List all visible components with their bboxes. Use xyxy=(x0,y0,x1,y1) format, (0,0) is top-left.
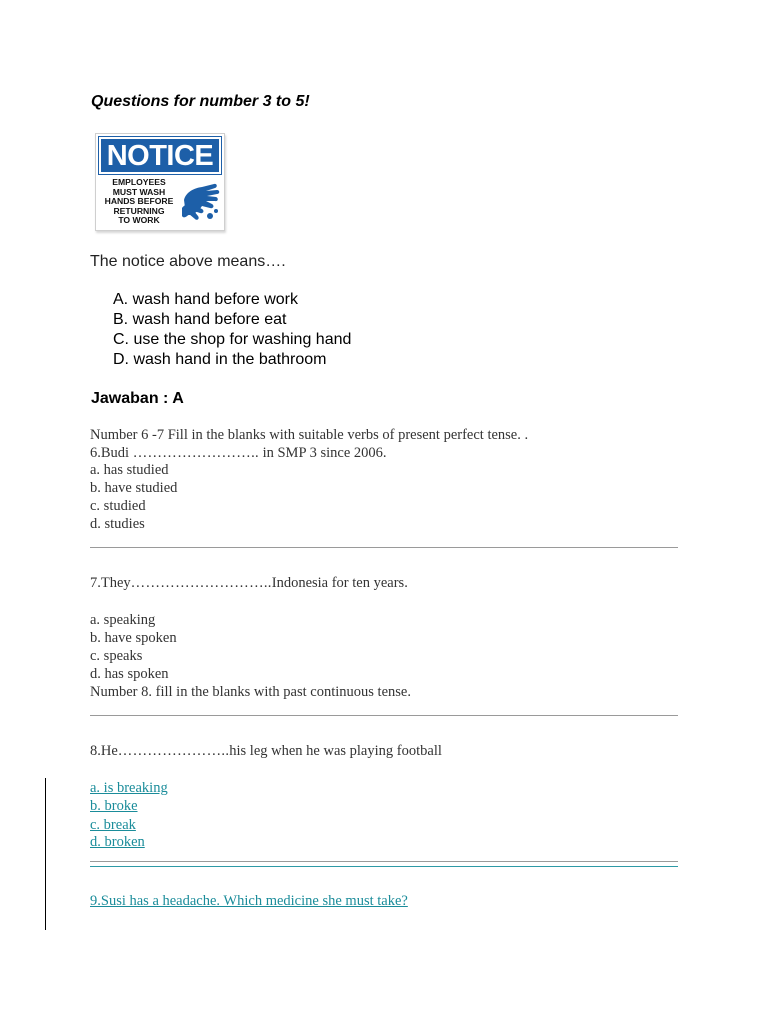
q7-option-d: d. has spoken xyxy=(90,666,169,682)
q6-option-a: a. has studied xyxy=(90,462,169,478)
q7-option-c: c. speaks xyxy=(90,648,143,664)
option-a: A. wash hand before work xyxy=(113,291,299,308)
divider xyxy=(90,547,678,548)
instruction-6-7: Number 6 -7 Fill in the blanks with suitable verbs of present perfect tense. . xyxy=(90,427,529,443)
notice-line: RETURNING xyxy=(113,205,165,216)
option-c: C. use the shop for washing hand xyxy=(113,331,352,348)
option-b: B. wash hand before eat xyxy=(113,311,287,328)
q8-option-d-link[interactable]: d. broken xyxy=(90,834,145,850)
notice-line: TO WORK xyxy=(118,215,160,226)
q8-option-c-link[interactable]: c. break xyxy=(90,817,136,833)
q6-option-c: c. studied xyxy=(90,498,146,514)
question-3-stem: The notice above means…. xyxy=(90,253,286,270)
q6-option-d: d. studies xyxy=(90,516,145,532)
notice-heading-text: NOTICE xyxy=(106,140,214,172)
margin-bar xyxy=(45,778,46,930)
question-9-link[interactable]: 9.Susi has a headache. Which medicine she must take? xyxy=(90,893,408,909)
question-7-stem: 7.They………………………..Indonesia for ten years. xyxy=(90,575,408,591)
divider xyxy=(90,861,678,862)
notice-sign-image xyxy=(95,133,225,231)
answer-key: Jawaban : A xyxy=(91,390,184,407)
notice-line: MUST WASH xyxy=(112,186,166,197)
question-8-stem: 8.He…………………..his leg when he was playing football xyxy=(90,743,442,759)
notice-line: EMPLOYEES xyxy=(112,177,166,187)
notice-body-text xyxy=(98,178,180,226)
question-6-stem: 6.Budi …………………….. in SMP 3 since 2006. xyxy=(90,445,387,461)
divider xyxy=(90,715,678,716)
instruction-8: Number 8. fill in the blanks with past continuous tense. xyxy=(90,684,411,700)
q8-option-a-link[interactable]: a. is breaking xyxy=(90,780,168,796)
q7-option-a: a. speaking xyxy=(90,612,156,628)
q8-option-b-link[interactable]: b. broke xyxy=(90,798,138,814)
notice-line: HANDS BEFORE xyxy=(104,196,174,207)
section-title: Questions for number 3 to 5! xyxy=(91,93,310,110)
washing-hands-icon xyxy=(180,178,222,224)
divider-link xyxy=(90,866,678,867)
option-d: D. wash hand in the bathroom xyxy=(113,351,327,368)
q7-option-b: b. have spoken xyxy=(90,630,177,646)
q6-option-b: b. have studied xyxy=(90,480,178,496)
notice-heading xyxy=(99,137,221,174)
